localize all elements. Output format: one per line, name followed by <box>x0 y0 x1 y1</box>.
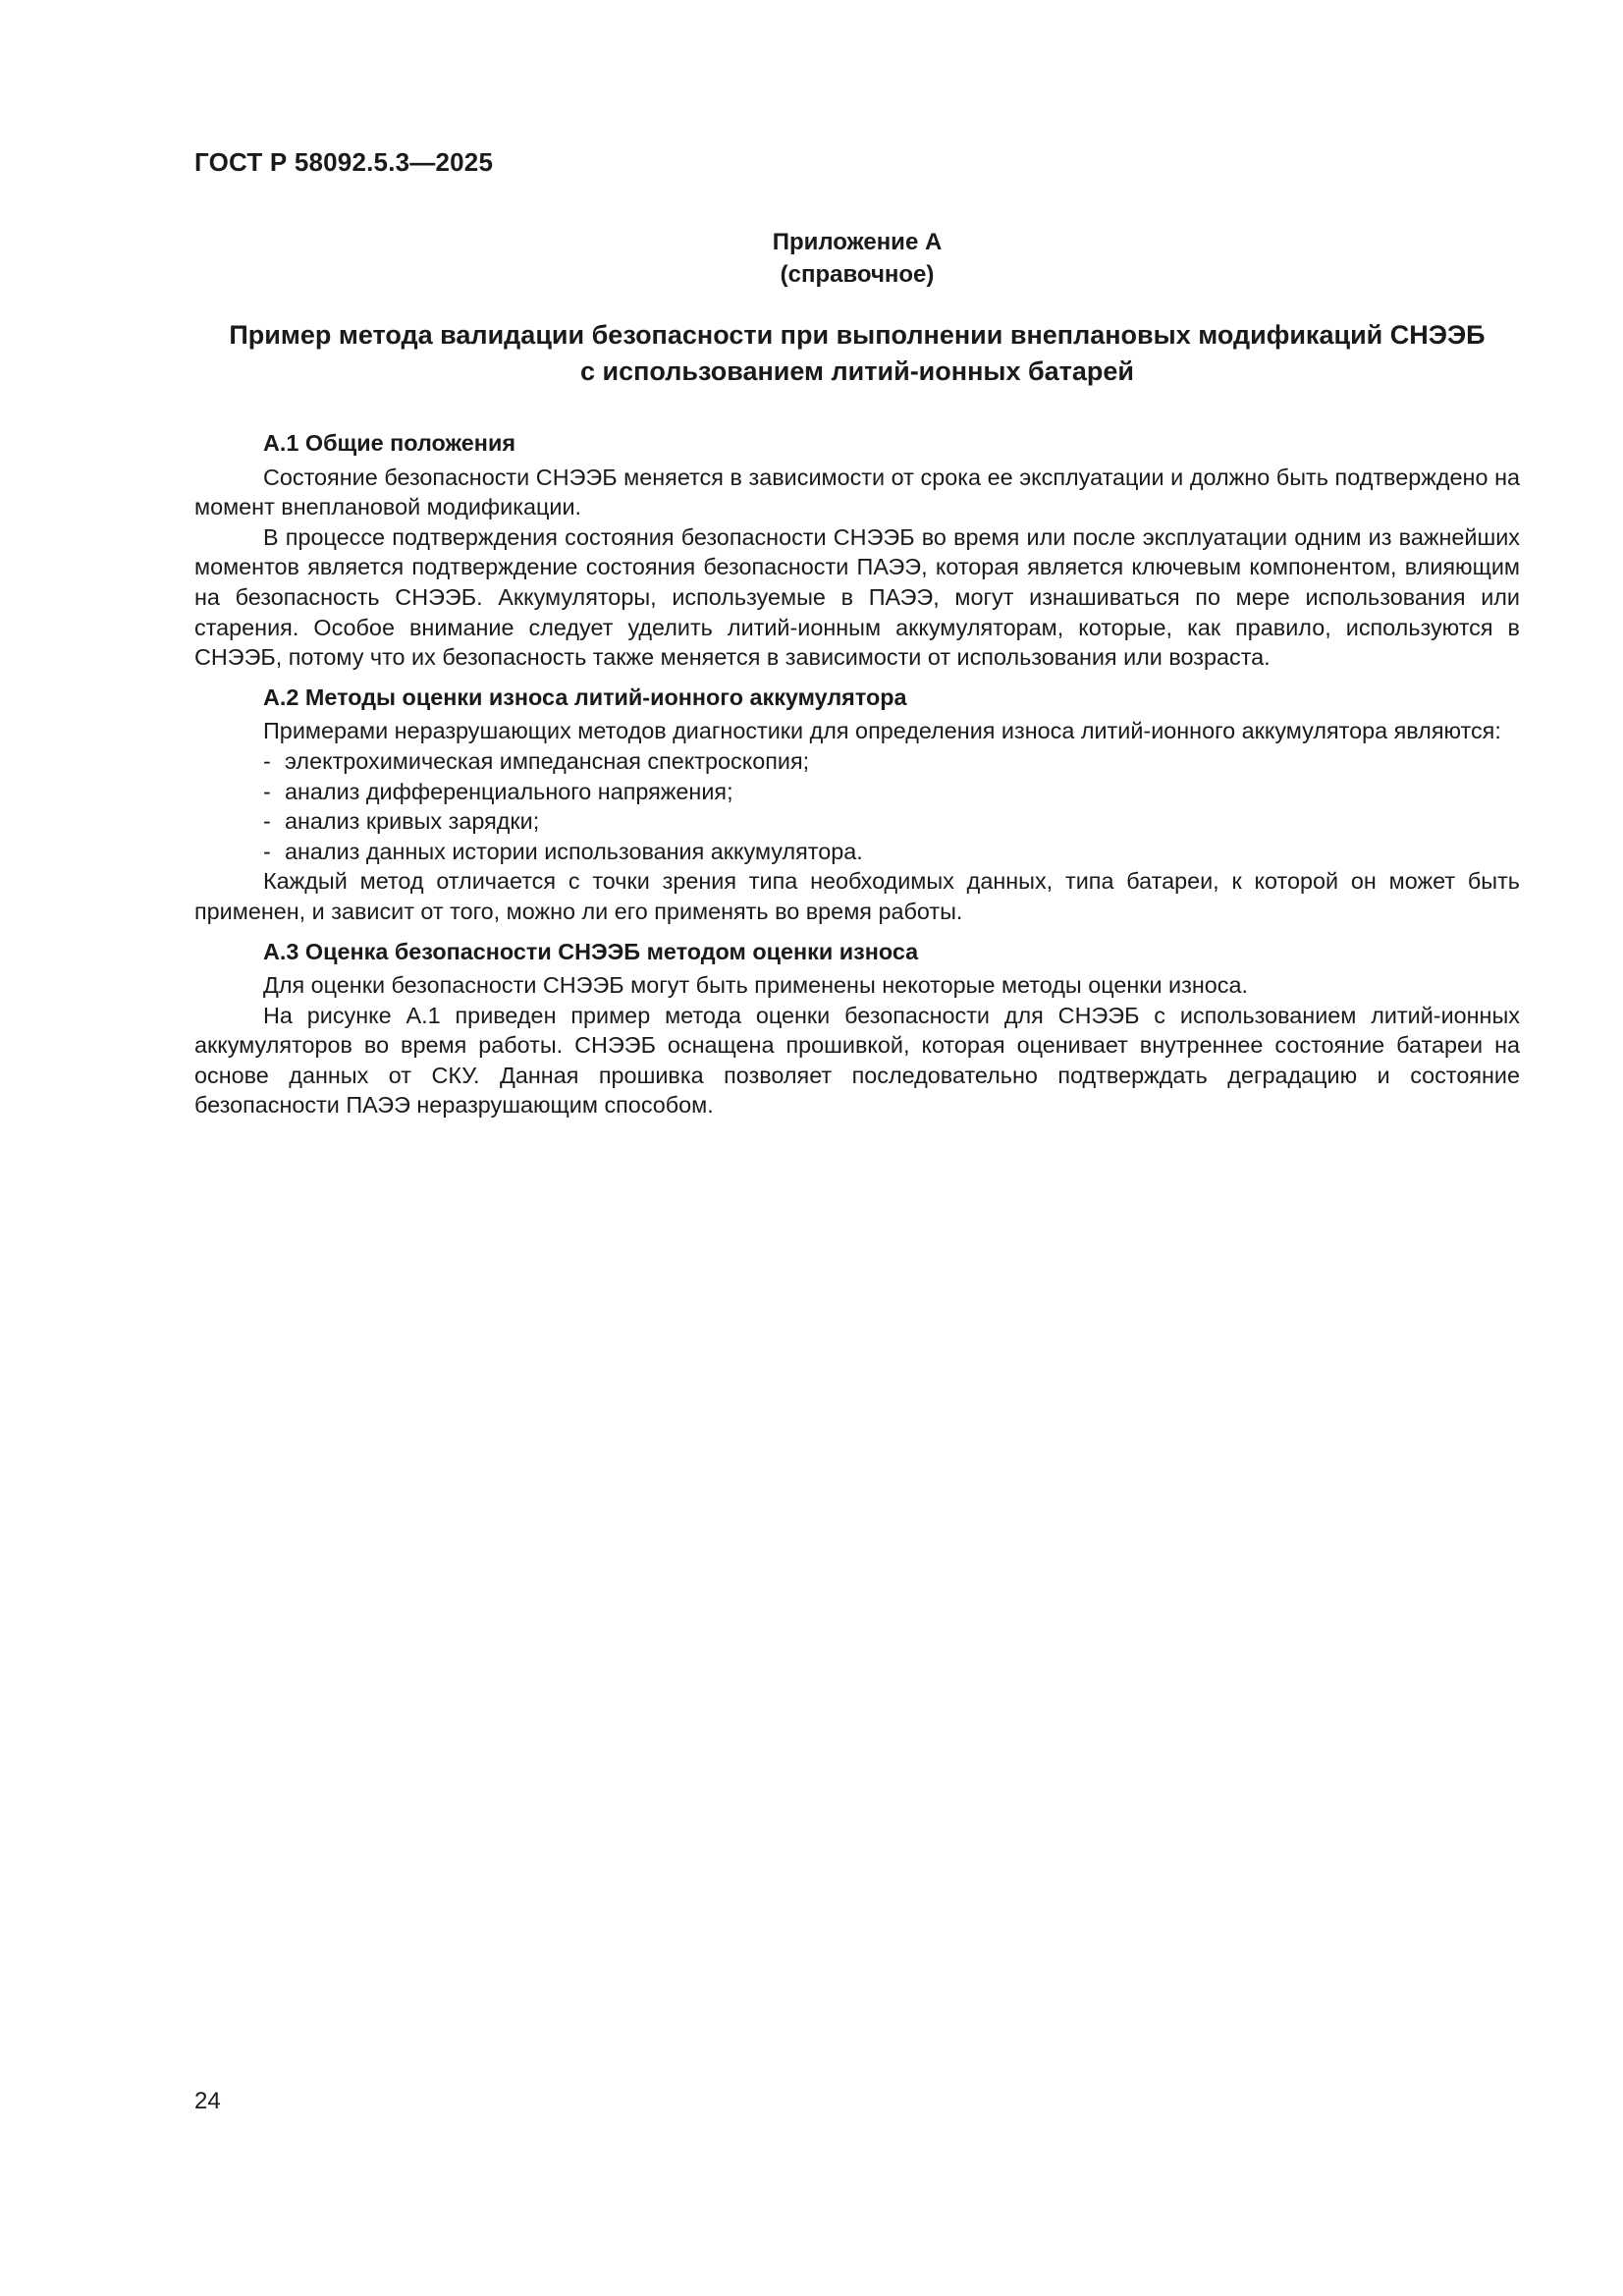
list-marker: - <box>263 838 271 864</box>
section-heading: А.3 Оценка безопасности СНЭЭБ методом оценки износа <box>263 938 919 964</box>
section-a1 <box>194 428 1520 673</box>
methods-list <box>194 746 1520 866</box>
list-item <box>194 777 1520 807</box>
annex-title <box>194 317 1520 390</box>
list-item-text: анализ данных истории использования аккумулятора. <box>285 838 863 864</box>
section-heading: А.2 Методы оценки износа литий-ионного аккумулятора <box>263 683 907 710</box>
list-item <box>194 746 1520 777</box>
list-marker: - <box>263 808 271 835</box>
paragraph: В процессе подтверждения состояния безопасности СНЭЭБ во время или после эксплуатации одним из важнейших моментов является подтверждение состояния безопасности ПАЭЭ, которая является ключевым компонентом, влияющим на безопасность СНЭЭБ. Аккумуляторы, используемые в ПАЭЭ, могут изнашиваться по мере использования или старения. Особое внимание следует уделить литий-ионным аккумуляторам, которые, как правило, используются в СНЭЭБ, потому что их безопасность также меняется в зависимости от использования или возраста. <box>194 523 1520 671</box>
document-body <box>194 428 1520 1121</box>
page-number: 24 <box>194 2088 221 2114</box>
section-a2 <box>194 683 1520 927</box>
list-item <box>194 837 1520 867</box>
annex-label: Приложение А <box>772 229 943 255</box>
paragraph: На рисунке А.1 приведен пример метода оценки безопасности для СНЭЭБ с использованием литий-ионных аккумуляторов во время работы. СНЭЭБ оснащена прошивкой, которая оценивает внутреннее состояние батареи на основе данных от СКУ. Данная прошивка позволяет последовательно подтверждать деградацию и состояние безопасности ПАЭЭ неразрушающим способом. <box>194 1002 1520 1119</box>
list-item-text: электрохимическая импедансная спектроскопия; <box>285 747 810 774</box>
list-item-text: анализ кривых зарядки; <box>285 808 540 835</box>
list-marker: - <box>263 747 271 774</box>
list-item-text: анализ дифференциального напряжения; <box>285 778 733 804</box>
section-heading: А.1 Общие положения <box>263 430 515 456</box>
list-item <box>194 806 1520 837</box>
list-marker: - <box>263 778 271 804</box>
paragraph: Для оценки безопасности СНЭЭБ могут быть применены некоторые методы оценки износа. <box>263 972 1248 999</box>
paragraph: Состояние безопасности СНЭЭБ меняется в зависимости от срока ее эксплуатации и должно быть подтверждено на момент внеплановой модификации. <box>194 464 1520 520</box>
paragraph: Каждый метод отличается с точки зрения типа необходимых данных, типа батареи, к которой он может быть применен, и зависит от того, можно ли его применять во время работы. <box>194 868 1520 924</box>
annex-heading <box>194 226 1520 291</box>
annex-title-line-2: с использованием литий-ионных батарей <box>579 356 1135 386</box>
document-code: ГОСТ Р 58092.5.3—2025 <box>194 147 494 177</box>
section-a3 <box>194 937 1520 1121</box>
annex-status: (справочное) <box>780 261 935 288</box>
annex-title-line-1: Пример метода валидации безопасности при выполнении внеплановых модификаций СНЭЭБ <box>229 320 1486 350</box>
paragraph: Примерами неразрушающих методов диагностики для определения износа литий-ионного аккумулятора являются: <box>263 718 1501 744</box>
